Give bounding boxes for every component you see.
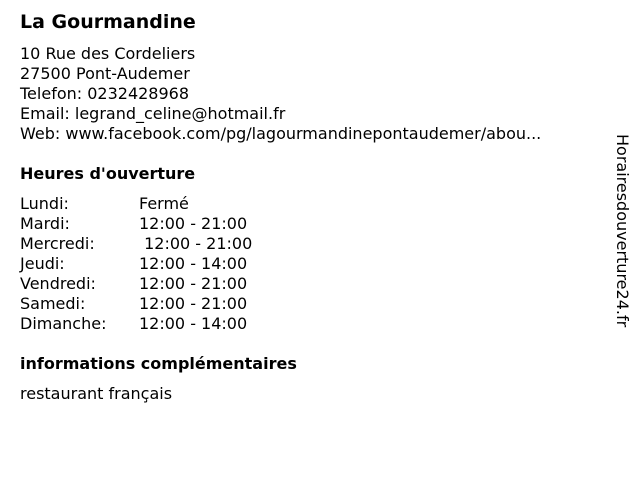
day-hours: 12:00 - 21:00 <box>139 234 253 253</box>
phone-number: Telefon: 0232428968 <box>20 84 190 103</box>
day-hours: 12:00 - 14:00 <box>139 254 248 273</box>
hours-row-jeudi <box>20 254 252 274</box>
day-hours: 12:00 - 21:00 <box>139 214 248 233</box>
day-label: Samedi: <box>20 294 86 313</box>
hours-row-samedi <box>20 294 252 314</box>
address-street: 10 Rue des Cordeliers <box>20 44 196 63</box>
business-name: La Gourmandine <box>20 11 196 33</box>
day-hours: 12:00 - 14:00 <box>139 314 248 333</box>
additional-info-heading: informations complémentaires <box>20 354 297 373</box>
day-label: Lundi: <box>20 194 69 213</box>
day-hours: 12:00 - 21:00 <box>139 274 248 293</box>
hours-row-mardi <box>20 214 252 234</box>
opening-hours-table <box>20 194 252 334</box>
hours-row-mercredi <box>20 234 252 254</box>
day-hours: Fermé <box>139 194 189 213</box>
day-label: Jeudi: <box>20 254 65 273</box>
contact-block <box>20 44 541 144</box>
website-url: Web: www.facebook.com/pg/lagourmandinepontaudemer/abou... <box>20 124 542 143</box>
day-hours: 12:00 - 21:00 <box>139 294 248 313</box>
day-label: Vendredi: <box>20 274 96 293</box>
hours-row-vendredi <box>20 274 252 294</box>
day-label: Mardi: <box>20 214 70 233</box>
address-city: 27500 Pont-Audemer <box>20 64 190 83</box>
email-address: Email: legrand_celine@hotmail.fr <box>20 104 286 123</box>
hours-row-lundi <box>20 194 252 214</box>
opening-hours-heading: Heures d'ouverture <box>20 164 196 183</box>
day-label: Mercredi: <box>20 234 95 253</box>
hours-row-dimanche <box>20 314 252 334</box>
additional-info-text: restaurant français <box>20 384 173 403</box>
day-label: Dimanche: <box>20 314 107 333</box>
site-watermark: Horairesdouverture24.fr <box>613 134 632 328</box>
